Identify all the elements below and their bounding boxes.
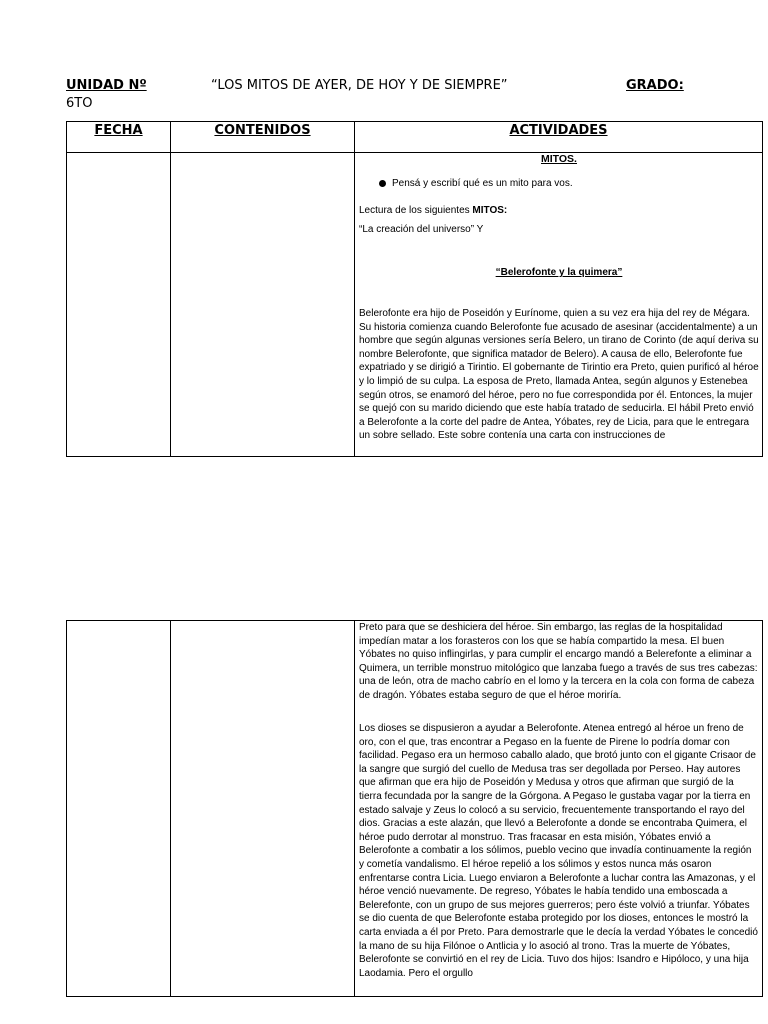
reading-bold: MITOS: xyxy=(472,205,508,216)
column-divider xyxy=(170,122,171,456)
myth-one: “La creación del universo” Y xyxy=(359,224,484,235)
story-paragraph: Los dioses se dispusieron a ayudar a Belerofonte. Atenea entregó al héroe un freno de oro, con el que, tras encontrar a Pegaso en la fuente de Pirene lo podría domar con facilidad. Pegaso era un hermoso caballo alado, que brotó junto con el gigante Crisaor de la sangre que surgió del cuello de Medusa tras ser degollada por Perseo. Hay autores que afirman que era hijo de Poseidón y Medusa y otros que afirman que surgió de la tierra fecundada por la sangre de la Górgona. A Pegaso le gustaba vagar por la tierra en estado salvaje y Zeus lo colocó a su servicio, frecuentemente transportando el rayo del dios. Gracias a este alazán, que llevó a Belerofonte a donde se encontraba Quimera, el héroe pudo derrotar al monstruo. Tras fracasar en esta misión, Yóbates envió a Belerofonte a combatir a los sólimos, pueblo vecino que invadía continuamente la región y cometía vandalismo. El héroe repelió a los sólimos y estos nunca más osaron enfrentarse contra Licia. Luego enviaron a Belerofonte a luchar contra las Amazonas, y el héroe venció nuevamente. De regreso, Yóbates le había tendido una emboscada a Belerefonte, con un grupo de sus mejores guerreros; pero éste volvió a triunfar. Yóbates se dio cuenta de que Belerofonte estaba protegido por los dioses, entonces le mostró la carta enviada a él por Preto. Para demostrarle que le decía la verdad Yóbates le concedió la mano de su hija Filónoe o Antlicia y lo asoció al trono. Tras la muerte de Yóbates, Belerofonte se convirtió en el rey de Licia. Tuvo dos hijos: Isandro e Hipóloco, y una hija Laodamia. Pero el orgullo xyxy=(359,723,758,979)
column-header-contenidos: CONTENIDOS xyxy=(214,123,311,138)
column-header-fecha: FECHA xyxy=(94,123,143,138)
section-title: MITOS. xyxy=(541,153,577,165)
activities-cell xyxy=(356,621,762,996)
plan-table-page-2 xyxy=(66,620,763,997)
unit-title: “LOS MITOS DE AYER, DE HOY Y DE SIEMPRE” xyxy=(211,78,508,93)
myth-two-title: “Belerofonte y la quimera” xyxy=(495,267,623,278)
unidad-label: UNIDAD Nº xyxy=(66,78,147,93)
plan-table-page-1 xyxy=(66,121,763,457)
activities-cell xyxy=(356,153,762,456)
column-divider xyxy=(170,621,171,996)
bullet-text: Pensá y escribí qué es un mito para vos. xyxy=(392,178,573,189)
column-header-actividades: ACTIVIDADES xyxy=(509,123,608,138)
column-divider xyxy=(354,122,355,456)
grado-value: 6TO xyxy=(66,96,93,111)
story-paragraph: Belerofonte era hijo de Poseidón y Eurínome, quien a su vez era hija del rey de Mégara. Su historia comienza cuando Belerofonte fue acusado de asesinar (accidentalmente) a un hombre que según algunas versiones sería Belero, un tirano de Corinto (de aquí deriva su nombre Belerofonte, que significa matador de Belero). A causa de ello, Belerofonte fue expatriado y se dirigió a Tirintio. El gobernante de Tirintio era Preto, quien purificó al héroe y lo limpió de su culpa. La esposa de Preto, llamada Antea, según algunos y Estenebea según otros, se enamoró del héroe, pero no fue correspondida por él. Entonces, la mujer se quejó con su marido diciendo que este había tratado de seducirla. El hábil Preto envió a Belerofonte a la corte del padre de Antea, Yóbates, rey de Licia, para que le entregara un sobre sellado. Este sobre contenía una carta con instrucciones de xyxy=(359,308,759,442)
reading-line xyxy=(359,204,759,218)
story-paragraph: Preto para que se deshiciera del héroe. Sin embargo, las reglas de la hospitalidad impedían matar a los forasteros con los que se había compartido la mesa. El buen Yóbates no quiso inflingirlas, y para cumplir el encargo mandó a Belerefonte a eliminar a Quimera, un terrible monstruo mitológico que lanzaba fuego a través de sus tres cabezas: una de león, otra de macho cabrío en el lomo y la tercera en la cola con forma de cabeza de dragón. Yóbates estaba seguro de que el héroe moriría. xyxy=(359,622,758,701)
column-divider xyxy=(354,621,355,996)
reading-prefix: Lectura de los siguientes xyxy=(359,205,473,216)
grado-label: GRADO: xyxy=(626,78,684,93)
bullet-icon xyxy=(379,180,386,187)
